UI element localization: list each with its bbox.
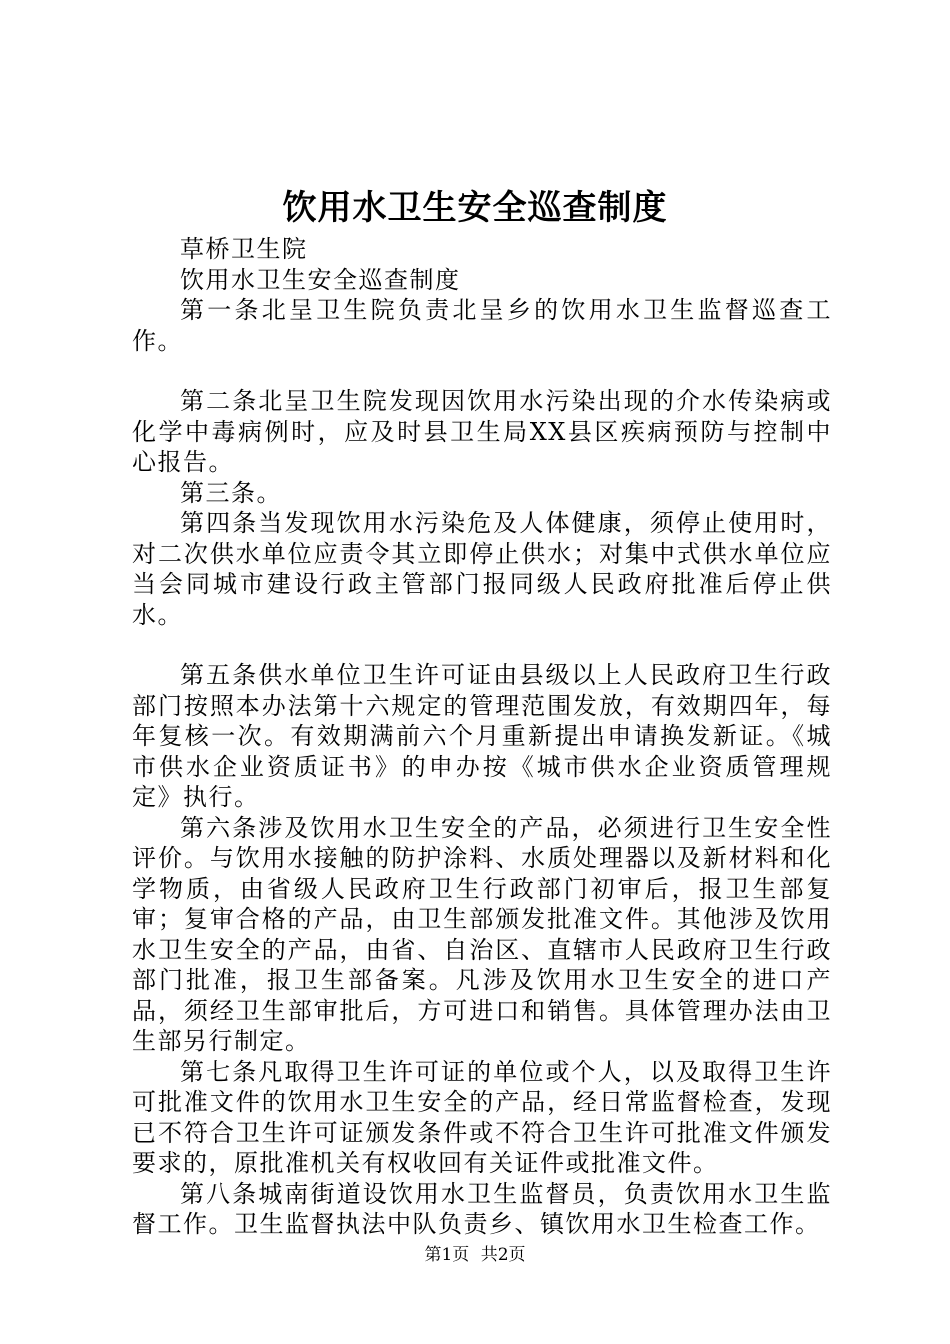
paragraph-article-5: 第五条供水单位卫生许可证由县级以上人民政府卫生行政部门按照本办法第十六规定的管理范围发放，有效期四年，每年复核一次。有效期满前六个月重新提出申请换发新证。《城市供水企业资质证书》的申办按《城市供水企业资质管理规定》执行。 (132, 661, 832, 811)
paragraph-article-7: 第七条凡取得卫生许可证的单位或个人，以及取得卫生许可批准文件的饮用水卫生安全的产品，经日常监督检查，发现已不符合卫生许可证颁发条件或不符合卫生许可批准文件颁发要求的，原批准机关有权收回有关证件或批准文件。 (132, 1057, 832, 1177)
paragraph-article-8: 第八条城南街道设饮用水卫生监督员，负责饮用水卫生监督工作。卫生监督执法中队负责乡、镇饮用水卫生检查工作。 (132, 1179, 832, 1238)
page-number: 第1页 (424, 1245, 470, 1265)
paragraph-article-3: 第三条。 (180, 478, 282, 507)
page-footer (0, 1244, 950, 1266)
paragraph-subtitle: 饮用水卫生安全巡查制度 (180, 265, 461, 294)
document-body (132, 234, 832, 1240)
paragraph-article-1: 第一条北呈卫生院负责北呈乡的饮用水卫生监督巡查工作。 (132, 296, 832, 355)
document-title: 饮用水卫生安全巡查制度 (282, 188, 668, 228)
paragraph-article-2: 第二条北呈卫生院发现因饮用水污染出现的介水传染病或化学中毒病例时，应及时县卫生局XX县区疾病预防与控制中心报告。 (132, 387, 832, 476)
paragraph-hospital-name: 草桥卫生院 (180, 235, 308, 263)
page-total: 共2页 (480, 1245, 526, 1265)
paragraph-article-6: 第六条涉及饮用水卫生安全的产品，必须进行卫生安全性评价。与饮用水接触的防护涂料、水质处理器以及新材料和化学物质，由省级人民政府卫生行政部门初审后，报卫生部复审；复审合格的产品，由卫生部颁发批准文件。其他涉及饮用水卫生安全的产品，由省、自治区、直辖市人民政府卫生行政部门批准，报卫生部备案。凡涉及饮用水卫生安全的进口产品，须经卫生部审批后，方可进口和销售。具体管理办法由卫生部另行制定。 (132, 813, 832, 1055)
paragraph-article-4: 第四条当发现饮用水污染危及人体健康，须停止使用时，对二次供水单位应责令其立即停止供水；对集中式供水单位应当会同城市建设行政主管部门报同级人民政府批准后停止供水。 (132, 509, 832, 629)
